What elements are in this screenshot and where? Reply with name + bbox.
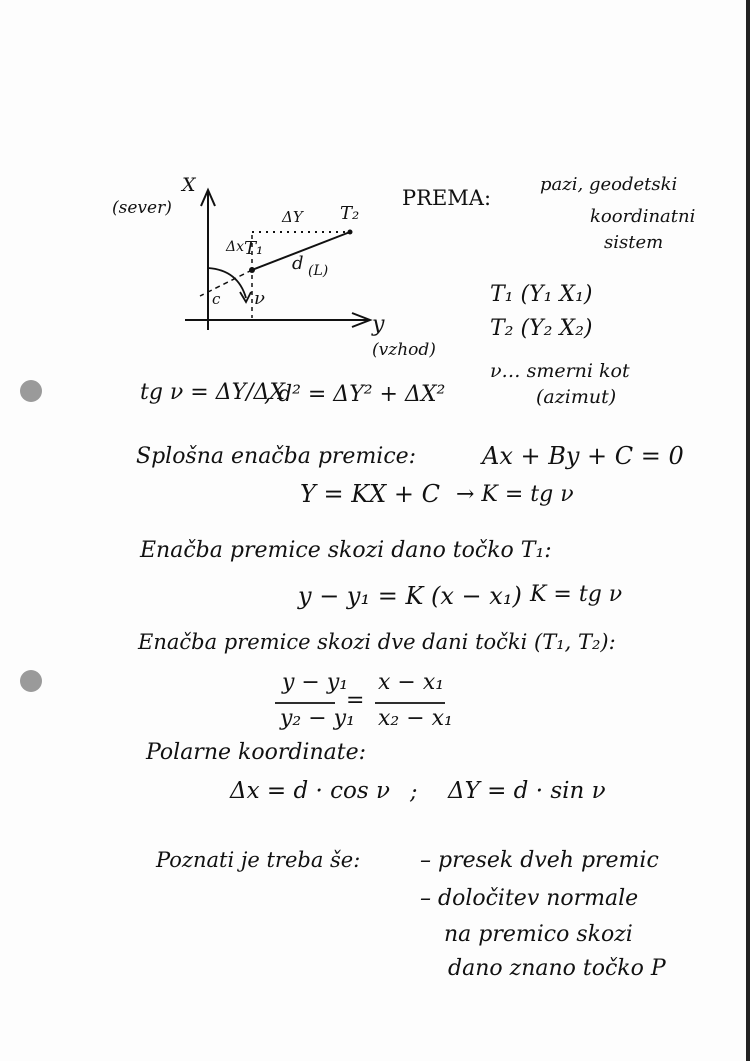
fraction-den-right: x₂ − x₁ bbox=[378, 706, 453, 731]
t1-coords: T₁ (Y₁ X₁) bbox=[490, 282, 593, 307]
north-label: (sever) bbox=[112, 198, 172, 218]
todo-item-2: – določitev normale bbox=[420, 886, 639, 911]
t1-label: T₁ bbox=[244, 238, 264, 259]
axis-x-label: X bbox=[182, 174, 196, 196]
dy-label: ΔY bbox=[282, 208, 303, 226]
d-label: d bbox=[292, 253, 304, 274]
smerni-kot-label: ν… smerni kot bbox=[490, 360, 630, 382]
splosna-heading: Splošna enačba premice: bbox=[136, 444, 417, 469]
fraction-equals: = bbox=[346, 688, 365, 713]
distance-formula: , d² = ΔY² + ΔX² bbox=[264, 382, 446, 407]
polarne-heading: Polarne koordinate: bbox=[146, 740, 367, 765]
c-label: c bbox=[212, 290, 221, 308]
todo-item-1: – presek dveh premic bbox=[420, 848, 659, 873]
point-t1-dot bbox=[249, 267, 255, 273]
polar-separator: ; bbox=[410, 780, 418, 805]
todo-item-3: na premico skozi bbox=[444, 922, 633, 947]
l-label: (L) bbox=[308, 263, 329, 279]
azimut-label: (azimut) bbox=[536, 386, 617, 408]
east-label: (vzhod) bbox=[372, 340, 436, 360]
fraction-num-right: x − x₁ bbox=[378, 670, 445, 695]
prema-label: PREMA: bbox=[402, 186, 492, 210]
sistem-label: sistem bbox=[604, 232, 664, 253]
general-equation: Ax + By + C = 0 bbox=[482, 442, 684, 470]
axis-y-label: y bbox=[372, 312, 385, 337]
nu-angle-label: ν bbox=[254, 288, 265, 309]
enacba-point-heading: Enačba premice skozi dano točko T₁: bbox=[140, 538, 552, 563]
k-definition: → K = tg ν bbox=[456, 482, 574, 507]
fraction-num-left: y − y₁ bbox=[282, 670, 349, 695]
enacba-two-points-heading: Enačba premice skozi dve dani točki (T₁, T₂): bbox=[138, 630, 616, 654]
point-slope-formula: y − y₁ = K (x − x₁) bbox=[298, 582, 522, 610]
t2-label: T₂ bbox=[340, 203, 360, 224]
k-definition-2: K = tg ν bbox=[530, 582, 623, 607]
fraction-den-left: y₂ − y₁ bbox=[280, 706, 355, 731]
slope-intercept: Y = KX + C bbox=[300, 480, 440, 508]
pazi-label: pazi, geodetski bbox=[540, 174, 678, 195]
todo-item-4: dano znano točko P bbox=[448, 956, 666, 981]
polar-y-formula: ΔY = d · sin ν bbox=[448, 778, 606, 804]
dx-label: Δx bbox=[226, 239, 245, 255]
t2-coords: T₂ (Y₂ X₂) bbox=[490, 316, 593, 341]
point-t2-dot bbox=[348, 230, 353, 235]
polar-x-formula: Δx = d · cos ν bbox=[230, 778, 390, 804]
koordinatni-label: koordinatni bbox=[590, 206, 696, 227]
poznati-heading: Poznati je treba še: bbox=[156, 848, 361, 872]
tg-formula: tg ν = ΔY/ΔX bbox=[140, 380, 286, 405]
